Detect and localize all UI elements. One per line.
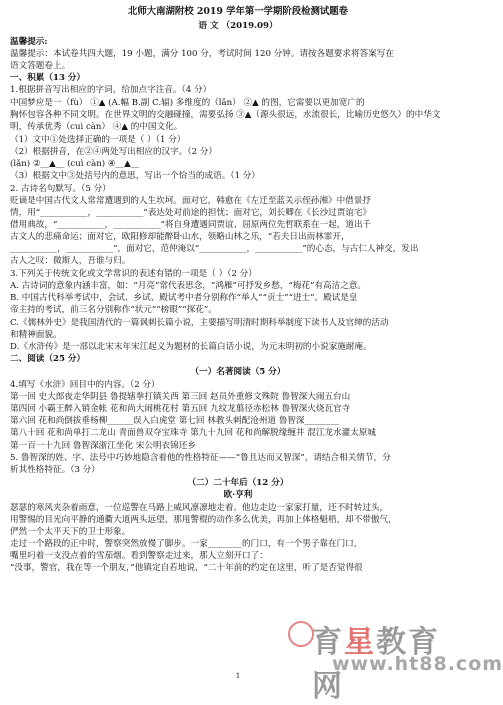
text-line: 第八十回 花和尚单打二龙山 青面兽双夺宝珠寺 第九十九回 花和尚解脱缘缠井 混江龙水灌太原城 [10, 428, 377, 438]
text-line: 欧·亨利 [223, 490, 253, 500]
text-line: （3）根据文中③处括号内的意思，写出一个恰当的成语。（1 分） [10, 171, 260, 181]
text-line: 帝主持的考试，前三名分别称作“状元”“榜眼”“探花”。 [10, 305, 217, 315]
text-line: 明，传承优秀（cuì càn） ④▲ 的中国文化。 [10, 122, 183, 132]
text-line: (lǎn) ②__▲__ (cuì càn) ④__▲__ [10, 159, 140, 169]
watermark-text: 育星教育网 [312, 625, 440, 704]
text-line: A. 古诗词的意象内涵丰富，如：“月亮”常代表思念，“鸿雁”可抒发乡愁，“梅花”有高洁之意。 [10, 281, 367, 291]
text-line: 3.下列关于传统文化或文学常识的表述有错的一项是（ ）（2 分） [10, 269, 257, 279]
text-line: C.《儒林外史》是我国清代的一篇讽刺长篇小说，主要描写明清时期科举制度下读书人及官绅的活动 [10, 318, 389, 328]
exam-title: 北师大南湖附校 2019 学年第一学期阶段检测试题卷 [127, 6, 349, 17]
text-line: 第一百一十九回 鲁智深浙江坐化 宋公明衣锦还乡 [10, 441, 196, 451]
text-line: 古文人的悲痛命运；面对它，欧阳修却能醉卧山水，领略山林之乐，“若夫日出而林霏开， [10, 232, 350, 242]
text-line: （1）文中①处选择正确的一项是（ ）（1 分） [10, 135, 186, 145]
text-line: 古人之叹：微斯人，吾谁与归。 [10, 256, 131, 266]
text-line: （一）名著阅读（5 分） [190, 367, 286, 377]
text-line: 走过一个路段的正中时，警察突然放慢了脚步。一家________的门口，有一个男子靠在门口， [10, 539, 363, 549]
text-line: 第一回 史大郎夜走华阴县 鲁提辖拳打镇关西 第三回 赵员外重修文殊院 鲁智深大闹五台山 [10, 392, 351, 402]
text-line: 嘴里叼着一支没点着的雪茄烟。看到警察走过来，那人立刻开口了： [10, 551, 268, 561]
text-line: 析其性格特征。（3 分） [10, 465, 100, 475]
text-line: （二）二十年后（12 分） [187, 478, 289, 488]
text-line: 瑟瑟的寒风夹杂着雨意，一位巡警在马路上威风凛凛地走着。他边走边一家家打量，还不时转过头， [10, 503, 389, 513]
text-line: ___________，___________”，面对它，范仲淹以“___________，___________”的心态，与古仁人神交，发出 [10, 244, 419, 254]
text-line: 中国梦应是一（fù） ①▲ (A.幅 B.副 C.辐) 多维度的（lǎn） ②▲ 的图，它需要以更加宽广的 [10, 98, 365, 108]
text-line: 情，用“___________，___________”表达处对前途的担忧；面对它，刘长卿在《长沙过贾谊宅》 [10, 208, 372, 218]
text-line: 和精神面貌。 [10, 330, 62, 340]
text-line: 一、积累（13 分） [10, 73, 86, 83]
text-line: 借用典故，“___________，___________”将自身遭遇同贾谊、屈原两位先哲联系在一起，道出千 [10, 220, 372, 230]
text-line: 语文答题卷上。 [10, 61, 71, 71]
watermark [288, 615, 503, 704]
text-line: 1.根据拼音写出相应的字词，给加点字注音。（4 分） [10, 85, 212, 95]
text-line: B. 中国古代科举考试中，会试、乡试、殿试考中者分别称作“举人”“贡士”“进士”。殿试是皇 [10, 293, 358, 303]
text-line: 胸怀包容各种不同文明。在世界文明的交融碰撞，需要弘扬 ③▲（源头很远，水流很长，比喻历史悠久）的中华文 [10, 110, 441, 120]
text-line: 二、阅读（25 分） [10, 354, 86, 364]
text-line: 温馨提示: [10, 37, 48, 47]
text-line: 4.填写《水浒》回目中的内容。（2 分） [10, 380, 160, 390]
exam-subtitle: 语 文 （2019.09） [198, 21, 278, 31]
watermark-logo-icon [288, 621, 314, 647]
text-line: 俨然一个太平天下的卫士形象。 [10, 527, 131, 537]
watermark-url: www.ht88.com [332, 653, 503, 675]
text-line: 5. 鲁智深的姓、字、法号中巧妙地隐含着他的性格特征——“鲁且达而又智深”，请结合相关情节，分 [10, 453, 391, 463]
text-line: D.《水浒传》是一部以北宋末年宋江起义为题材的长篇白话小说，为元末明初的小说家施耐庵。 [10, 342, 372, 352]
text-line: （2）根据拼音，在②④两处写出相应的汉字。（2 分） [10, 147, 218, 157]
text-line: 第六回 花和尚倒拔垂杨柳______误入白虎堂 第七回 林教头刺配沧州道 鲁智深________ [10, 416, 339, 426]
text-line: 用警惕的目光向平静的通衢大道两头远望，那甩警棍的动作多么优美，再加上体格魁梧，却不带傲气， [10, 515, 397, 525]
text-line: 温馨提示：本试卷共四大题，19 小题，满分 100 分，考试时间 120 分钟。请按各题要求将答案写在 [10, 49, 394, 59]
text-line: 2. 古诗名句默写。（5 分） [10, 184, 111, 194]
text-line: 贬谪是中国古代文人常常遭遇到的人生坎坷。面对它，韩愈在《左迁至蓝关示侄孙湘》中借景抒 [10, 196, 371, 206]
text-line: 第四回 小霸王醉入销金帐 花和尚大闹桃花村 第五回 九纹龙翦径赤松林 鲁智深火烧瓦官寺 [10, 404, 351, 414]
text-line: “没事，警官，我在等一个朋友，”他镇定自若地说，“二十年前的约定在这里，听了是否觉得很 [10, 563, 363, 573]
page-number: 1 [235, 672, 241, 680]
